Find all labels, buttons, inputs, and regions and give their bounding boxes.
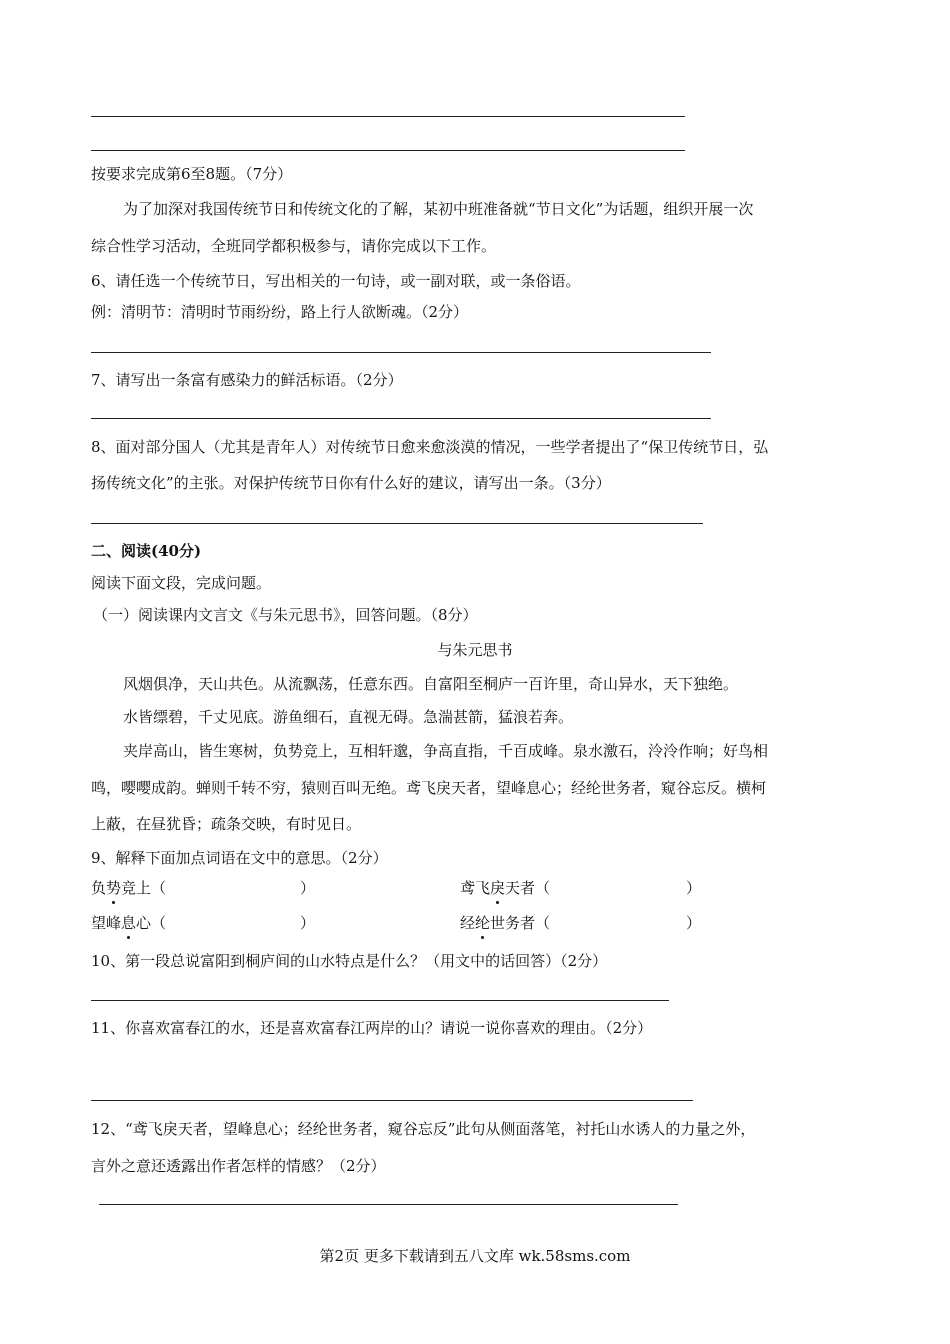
question-12-line: 言外之意还透露出作者怎样的情感？（2分） <box>91 1157 386 1175</box>
reading-part-1: （一）阅读课内文言文《与朱元思书》，回答问题。（8分） <box>93 606 478 624</box>
q9-item: 负势竞上（ <box>91 879 167 897</box>
q9-item: 经纶世务者（ <box>460 914 551 932</box>
question-8-line: 扬传统文化”的主张。对保护传统节日你有什么好的建议，请写出一条。（3分） <box>91 474 611 492</box>
intro-paragraph-line: 综合性学习活动，全班同学都积极参与，请你完成以下工作。 <box>91 237 497 255</box>
answer-line <box>91 116 685 117</box>
dotted-char: 息 <box>121 914 137 932</box>
reading-heading: 二、阅读(40分) <box>91 542 202 560</box>
answer-line <box>99 1204 678 1205</box>
question-6-example: 例：清明节：清明时节雨纷纷，路上行人欲断魂。（2分） <box>91 303 469 321</box>
q9-item: 望峰息心（ <box>91 914 167 932</box>
passage-paragraph-3: 鸣，嘤嘤成韵。蝉则千转不穷，猿则百叫无绝。鸢飞戾天者，望峰息心；经纶世务者，窥谷忘反。横柯 <box>91 779 767 797</box>
question-11: 11、你喜欢富春江的水，还是喜欢富春江两岸的山？请说一说你喜欢的理由。（2分） <box>91 1019 653 1037</box>
q9-item: 鸢飞戾天者（ <box>460 879 551 897</box>
question-7: 7、请写出一条富有感染力的鲜活标语。（2分） <box>91 371 403 389</box>
dotted-char: 纶 <box>475 914 491 932</box>
reading-instruction: 阅读下面文段，完成问题。 <box>91 574 272 592</box>
answer-line <box>91 1000 669 1001</box>
q9-item-close: ） <box>686 914 702 932</box>
answer-line <box>91 150 685 151</box>
answer-line <box>91 418 711 419</box>
section-intro: 按要求完成第6至8题。（7分） <box>91 165 293 183</box>
question-9: 9、解释下面加点词语在文中的意思。（2分） <box>91 849 388 867</box>
passage-title: 与朱元思书 <box>437 641 513 659</box>
passage-paragraph-2: 水皆缥碧，千丈见底。游鱼细石，直视无碍。急湍甚箭，猛浪若奔。 <box>123 708 574 726</box>
q9-item-close: ） <box>686 879 702 897</box>
question-8-line: 8、面对部分国人（尤其是青年人）对传统节日愈来愈淡漠的情况，一些学者提出了“保卫传统节日，弘 <box>91 438 769 456</box>
question-6: 6、请任选一个传统节日，写出相关的一句诗，或一副对联，或一条俗语。 <box>91 272 581 290</box>
passage-paragraph-1: 风烟俱净，天山共色。从流飘荡，任意东西。自富阳至桐庐一百许里，奇山异水，天下独绝。 <box>123 675 739 693</box>
passage-paragraph-3: 上蔽，在昼犹昏；疏条交映，有时见日。 <box>91 815 362 833</box>
q9-item-close: ） <box>300 914 316 932</box>
passage-paragraph-3: 夹岸高山，皆生寒树，负势竞上，互相轩邈，争高直指，千百成峰。泉水激石，泠泠作响；好鸟相 <box>123 742 769 760</box>
dotted-char: 势 <box>106 879 122 897</box>
intro-paragraph-line: 为了加深对我国传统节日和传统文化的了解，某初中班准备就“节日文化”为话题，组织开展一次 <box>123 200 754 218</box>
question-10: 10、第一段总说富阳到桐庐间的山水特点是什么？（用文中的话回答）（2分） <box>91 952 608 970</box>
answer-line <box>91 352 711 353</box>
question-12-line: 12、“鸢飞戾天者，望峰息心；经纶世务者，窥谷忘反”此句从侧面落笔，衬托山水诱人的力量之外， <box>91 1120 756 1138</box>
q9-item-close: ） <box>300 879 316 897</box>
dotted-char: 戾 <box>490 879 506 897</box>
page-footer: 第2页 更多下载请到五八文库 wk.58sms.com <box>319 1247 631 1265</box>
answer-line <box>91 1100 693 1101</box>
answer-line <box>91 523 703 524</box>
